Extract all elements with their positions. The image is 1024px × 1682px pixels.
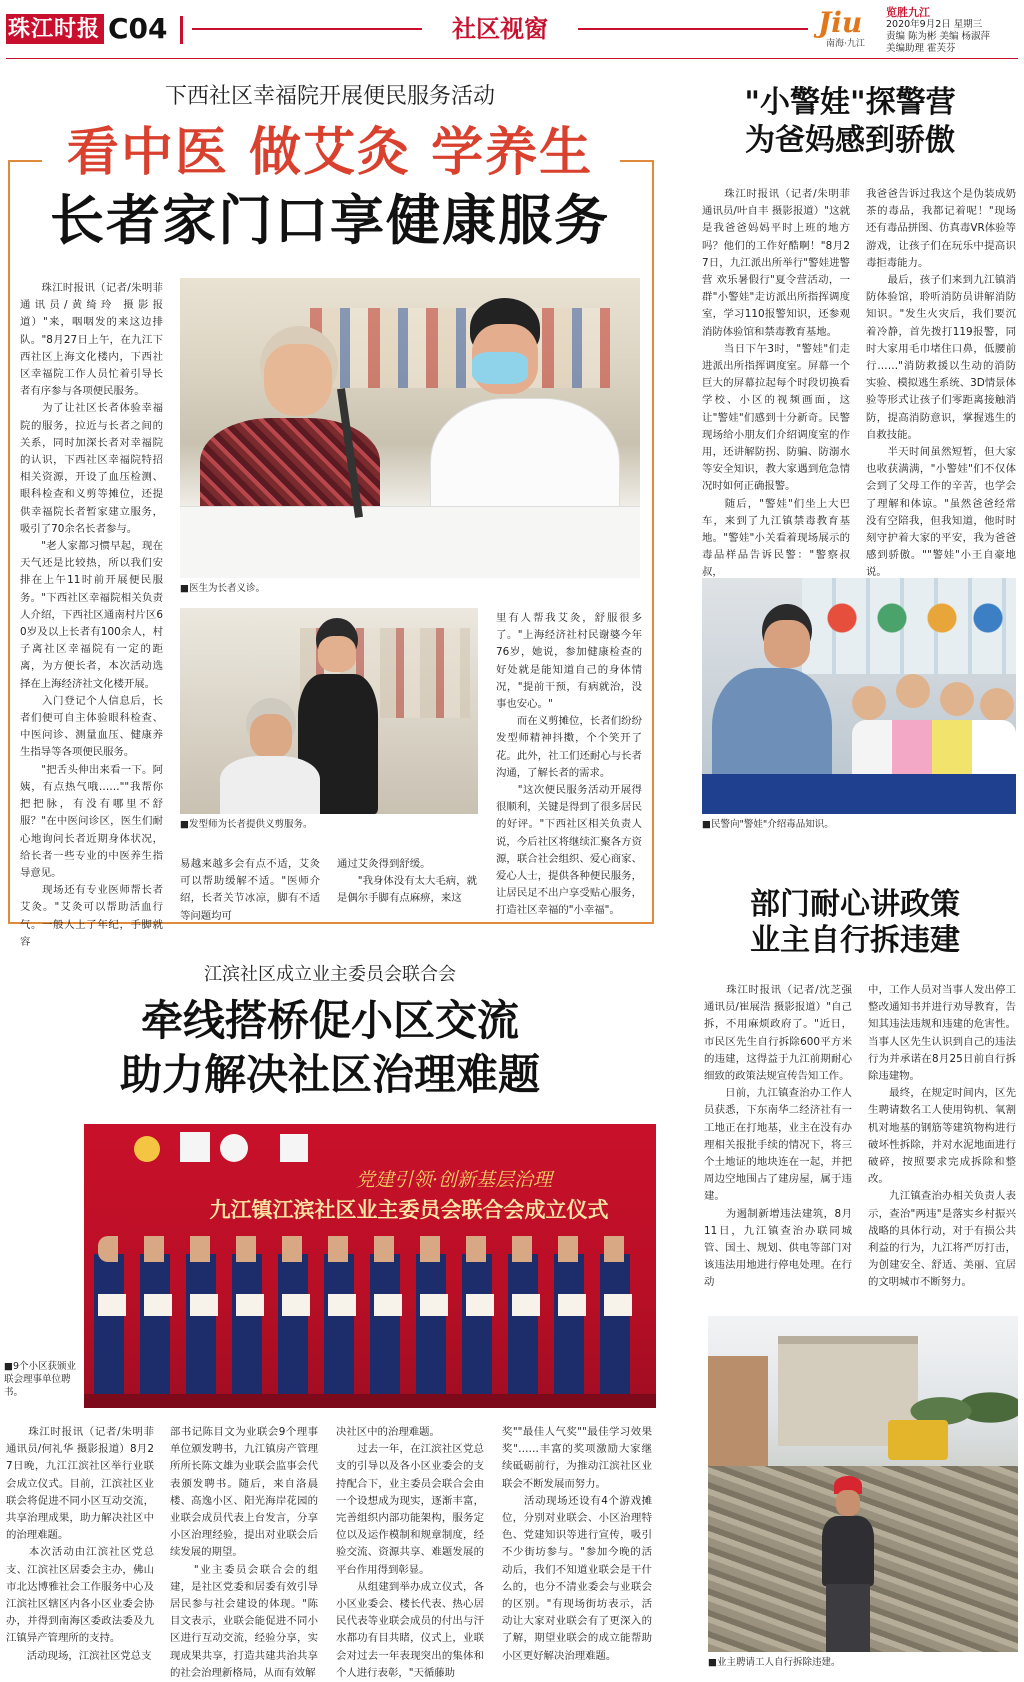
certificates-row: [98, 1294, 638, 1316]
logo-badge-2: [220, 1134, 248, 1162]
logo-badge-3: [280, 1134, 308, 1162]
section-title: 社区视窗: [452, 15, 548, 43]
elderly-patient: [190, 318, 400, 528]
elderly-customer: [220, 698, 320, 814]
article3-column-2: 部书记陈目文为业联会9个理事单位颁发聘书，九江镇房产管理所所长陈文雄为业联会监事会代表颁发聘书。随后，来自洛晨楼、高逸小区、阳光海岸花园的业联会成员代表上台发言，分享小区治理经验，提出对业联会后续发展的期望。 "业主委员会联合会的组建，是社区党委和居委有效引导居民参与社会建设的体现。"陈目文表示，业联会能促进不同小区进行互动交流，经验分享，实现成果共享，打造共建共治共享的社会治理新格局，从而有效解: [170, 1426, 318, 1679]
article2-headline-line2: 为爸妈感到骄傲: [745, 123, 955, 158]
edition-name: 览胜九江: [886, 6, 930, 19]
article3-kicker: 江滨社区成立业主委员会联合会: [204, 964, 456, 985]
jiujiang-logo: Jiu: [818, 6, 863, 39]
ceremony-banner-line2: 九江镇江滨社区业主委员会联合会成立仪式: [209, 1197, 609, 1222]
article3-headline-line2: 助力解决社区治理难题: [119, 1050, 540, 1099]
exhibit-table: [702, 774, 1016, 814]
article3-headline-line1: 牵线搭桥促小区交流: [140, 996, 519, 1045]
masthead-underline: [6, 58, 1018, 59]
people-heads: [98, 1236, 650, 1262]
paper-name: 珠江时报: [8, 16, 101, 42]
article1-column-1: 珠江时报讯（记者/朱明菲 通讯员/黄绮玲 摄影报道）"来，咽咽发的来这边排队。"8月27日上午，在九江下西社区上海文化楼内，下西社区幸福院工作人员忙着引导长者有序参与各项便民服务。 为了让社区长者体验幸福院的服务，拉近与长者之间的关系，同时加深长者对幸福院的认识，下西社区幸福院特招相关资源，开设了血压检测、眼科检查和义剪等摊位，还提供幸福院长者暂家建立服务，吸引了70余名长者参与。 "老人家都习惯早起，现在天气还是比较热，所以我们安排在上午11时前开展便民服务。"下西社区幸福院相关负责人介绍，下西社区通南村片区60岁及以上长者有100余人，村子离社区幸福院有一定的距离，为方便长者，本次活动选择在上海经济社文化楼开展。 入门登记个人信息后，长者们便可自主体验眼科检查、中医问诊、测量血压、健康养生指导等各项便民服务。 "把舌头伸出来看一下。阿姨，有点热气哦……""我帮你把把脉，有没有哪里不舒服？"在中医问诊区，医生们耐心地询问长者近期身体状况，给长者一些专业的中医养生指导意见。 现场还有专业医师帮长者艾灸。"艾灸可以帮助活血行气。一般人上了年纪，手脚就容: [20, 282, 163, 948]
article1-headline-red: 看中医 做艾灸 学养生: [66, 122, 594, 183]
section-line-right: [578, 28, 808, 30]
article1-column-3-bottom: 通过艾灸得到舒缓。 "我身体没有太大毛病，就是偶尔手脚有点麻痹，来这: [337, 858, 477, 905]
article1-column-4: 里有人帮我艾灸，舒服很多了。"上海经济社村民谢婆今年76岁，她说，参加健康检查的好处就是能知道自己的身体情况，"提前干预，有病就治，没事也安心。" 而在义剪摊位，长者们纷纷发型师精神抖擞，个个笑开了花。此外，社工们还耐心与长者沟通，了解长者的需求。 "这次便民服务活动开展得很顺利，关键是得到了很多居民的好评。"下西社区相关负责人说，今后社区将继续汇聚各方资源，联合社会组织、爱心商家、爱心人士，提供各种便民服务，让居民足不出户享受贴心服务，打造社区幸福的"小幸福"。: [496, 612, 642, 917]
article3-column-4: 奖""最佳人气奖""最佳学习效果奖"……丰富的奖项激励大家继续砥砺前行，为推动江滨社区业联会不断发展而努力。 活动现场还设有4个游戏摊位，分别对业联会、小区治理特色、党建知识等进行宣传，吸引不少街坊参与。"参加今晚的活动后，我们不知道业联会是干什么的，也分不清业委会与业联会的区别。"有现场街坊表示，活动让大家对业联会有了更深入的了解，期望业联会的成立能帮助小区更好解决治理难题。: [502, 1426, 652, 1662]
party-emblem-icon: [134, 1136, 160, 1162]
article4-photo-caption: ■业主聘请工人自行拆除违建。: [708, 1657, 841, 1668]
article2-headline-line1: "小警娃"探警营: [744, 85, 956, 120]
article1-photo2-caption: ■发型师为长者提供义剪服务。: [180, 819, 313, 830]
editors-line-2: 美编助理 霍芙芬: [886, 43, 956, 54]
children-group: [852, 666, 1016, 776]
article1-kicker: 下西社区幸福院开展便民服务活动: [164, 84, 495, 109]
article2-photo-police: [702, 578, 1016, 814]
background-building-left: [708, 1356, 768, 1476]
article1-photo-clinic: [180, 278, 640, 578]
article1-photo-haircut: [180, 608, 478, 814]
article4-photo-demolition: [708, 1316, 1018, 1652]
poster-circles: [812, 586, 1012, 666]
date-line: 2020年9月2日 星期三: [886, 19, 983, 30]
stage-floor: [84, 1394, 656, 1408]
article1-headline-main: 长者家门口享健康服务: [50, 188, 610, 252]
jiujiang-logo-sub: 南海·九江: [826, 39, 865, 49]
article3-photo-caption: ■9个小区获颁业联会理事单位聘书。: [4, 1361, 77, 1398]
editors-line-1: 责编 陈为彬 美编 杨淑萍: [886, 31, 991, 42]
group-of-people: [94, 1254, 646, 1408]
article3-column-3: 决社区中的治理难题。 过去一年，在江滨社区党总支的引导以及各小区业委会的支持配合下，业主委员会联合会由一个设想成为现实，逐渐丰富，完善组织内部功能架构，服务定位以及运作模制和规章制度，经验交流、资源共享、难题发展的平台作用得到彰显。 从组建到举办成立仪式，各小区业委会、楼长代表、热心居民代表等业联会成员的付出与汗水都功有目共睹，仪式上，业联会对过去一年表现突出的集体和个人进行表彰，"天循藤助: [336, 1426, 484, 1679]
consultation-table: [180, 506, 640, 578]
article1-column-2-bottom: 易越来越多会有点不适，艾灸可以帮助缓解不适。"医师介绍，长者关节冰凉，脚有不适等问题均可: [180, 858, 320, 922]
article2-photo-caption: ■民警向"警娃"介绍毒品知识。: [702, 819, 834, 830]
article2-column-1: 珠江时报讯（记者/朱明菲 通讯员/叶自丰 摄影报道）"这就是我爸爸妈妈平时上班的地方吗？他们的工作好酷啊！"8月27日，九江派出所举行"警娃进警营 欢乐暑假行"夏令营活动，一群"小警娃"走访派出所指挥调度室，学习110报警知识，还参观消防体验馆和禁毒教育基地。 当日下午3时，"警娃"们走进派出所指挥调度室。屏幕一个巨大的屏幕拉起每个时段切换看学校、小区的视频画面，这让"警娃"们感到十分新奇。民警现场给小朋友们介绍调度室的作用，还讲解防拐、防骗、防溺水等安全知识，教大家遇到危急情况时如何正确报警。 随后，"警娃"们坐上大巴车，来到了九江镇禁毒教育基地。"警娃"小关看着现场展示的毒品样品告诉民警："警察叔叔，: [702, 188, 850, 579]
ceremony-banner-line1: 党建引领·创新基层治理: [355, 1169, 553, 1191]
excavator: [888, 1420, 948, 1460]
masthead-divider-left: [180, 16, 183, 44]
article1-frame-top-right: [620, 160, 654, 162]
article3-column-1: 珠江时报讯（记者/朱明菲 通讯员/何礼华 摄影报道）8月27日晚，九江江滨社区举行业联会成立仪式。目前，江滨社区业联会将促进不同小区互动交流，共享治理成果，助力解决社区中的治理难题。 本次活动由江滨社区党总支、江滨社区居委会主办，佛山市北达博雅社会工作服务中心及江滨社区辖区内各小区业委会协办，并得到南海区委政法委及九江镇异产管理所的支持。 活动现场，江滨社区党总支: [6, 1426, 154, 1662]
masthead: [0, 0, 1024, 58]
article4-headline-line2: 业主自行拆违建: [750, 923, 960, 958]
article4-column-2: 中，工作人员对当事人发出停工整改通知书并进行劝导教育，告知其违法违规和违建的危害性。当事人区先生认识到自己的违法行为并承诺在8月25日前自行拆除违建物。 最终，在规定时间内，区先生聘请数名工人使用钩机、氧割机对地基的钢筋等建筑物构进行破坏性拆除，并对水泥地面进行破碎，按照要求完成拆除和整改。 九江镇查治办相关负责人表示，查治"两违"是落实乡村振兴战略的具体行动，对于有损公共利益的行为，九江将严厉打击，为创建安全、舒适、美丽、宜居的文明城市不断努力。: [868, 984, 1016, 1289]
page-code: C04: [108, 12, 168, 45]
logo-badge-1: [180, 1132, 210, 1162]
section-line-left: [192, 28, 422, 30]
article4-column-1: 珠江时报讯（记者/沈芝强 通讯员/崔展浩 摄影报道）"自己拆，不用麻烦政府了。"近日，市民区先生自行拆除600平方米的违建，这得益于九江前期耐心细致的政策法规宣传告知工作。 日前，九江镇查治办工作人员获悉，下东南华二经济社有一工地正在打地基，业主在没有办理相关报批手续的情况下，将三个土地证的地块连在一起，并把周边空地围占了建房屋，属于违建。 为遏制新增违法建筑，8月11日，九江镇查治办联同城管、国土、规划、供电等部门对该违法用地进行停电处理。在行动: [704, 984, 852, 1289]
article1-frame-top-left: [8, 160, 42, 162]
article1-photo1-caption: ■医生为长者义诊。: [180, 583, 265, 594]
article4-headline-line1: 部门耐心讲政策: [750, 887, 960, 922]
article3-photo-ceremony: [84, 1124, 656, 1408]
worker: [818, 1476, 878, 1652]
article2-column-2: 我爸爸告诉过我这个是伪装成奶茶的毒品，我都记着呢！"现场还有毒品拼图、仿真毒VR体验等游戏，让孩子们在玩乐中提高识毒拒毒能力。 最后，孩子们来到九江镇消防体验馆，聆听消防员讲解消防知识。"发生火灾后，我们要沉着冷静，首先拨打119报警，同时大家用毛巾堵住口鼻，低腰前行……"消防救援以生动的消防实验、模拟逃生系统、3D情景体验等形式让孩子们零距离接触消防，提高消防意识，掌握逃生的自救技能。 半天时间虽然短暂，但大家也收获满满，"小警娃"们不仅体会到了父母工作的辛苦，也学会了理解和体谅。"虽然爸爸经常没有空陪我，但我知道，他时时刻守护着大家的平安，我为爸爸感到骄傲。""警娃"小王自豪地说。: [866, 188, 1016, 579]
